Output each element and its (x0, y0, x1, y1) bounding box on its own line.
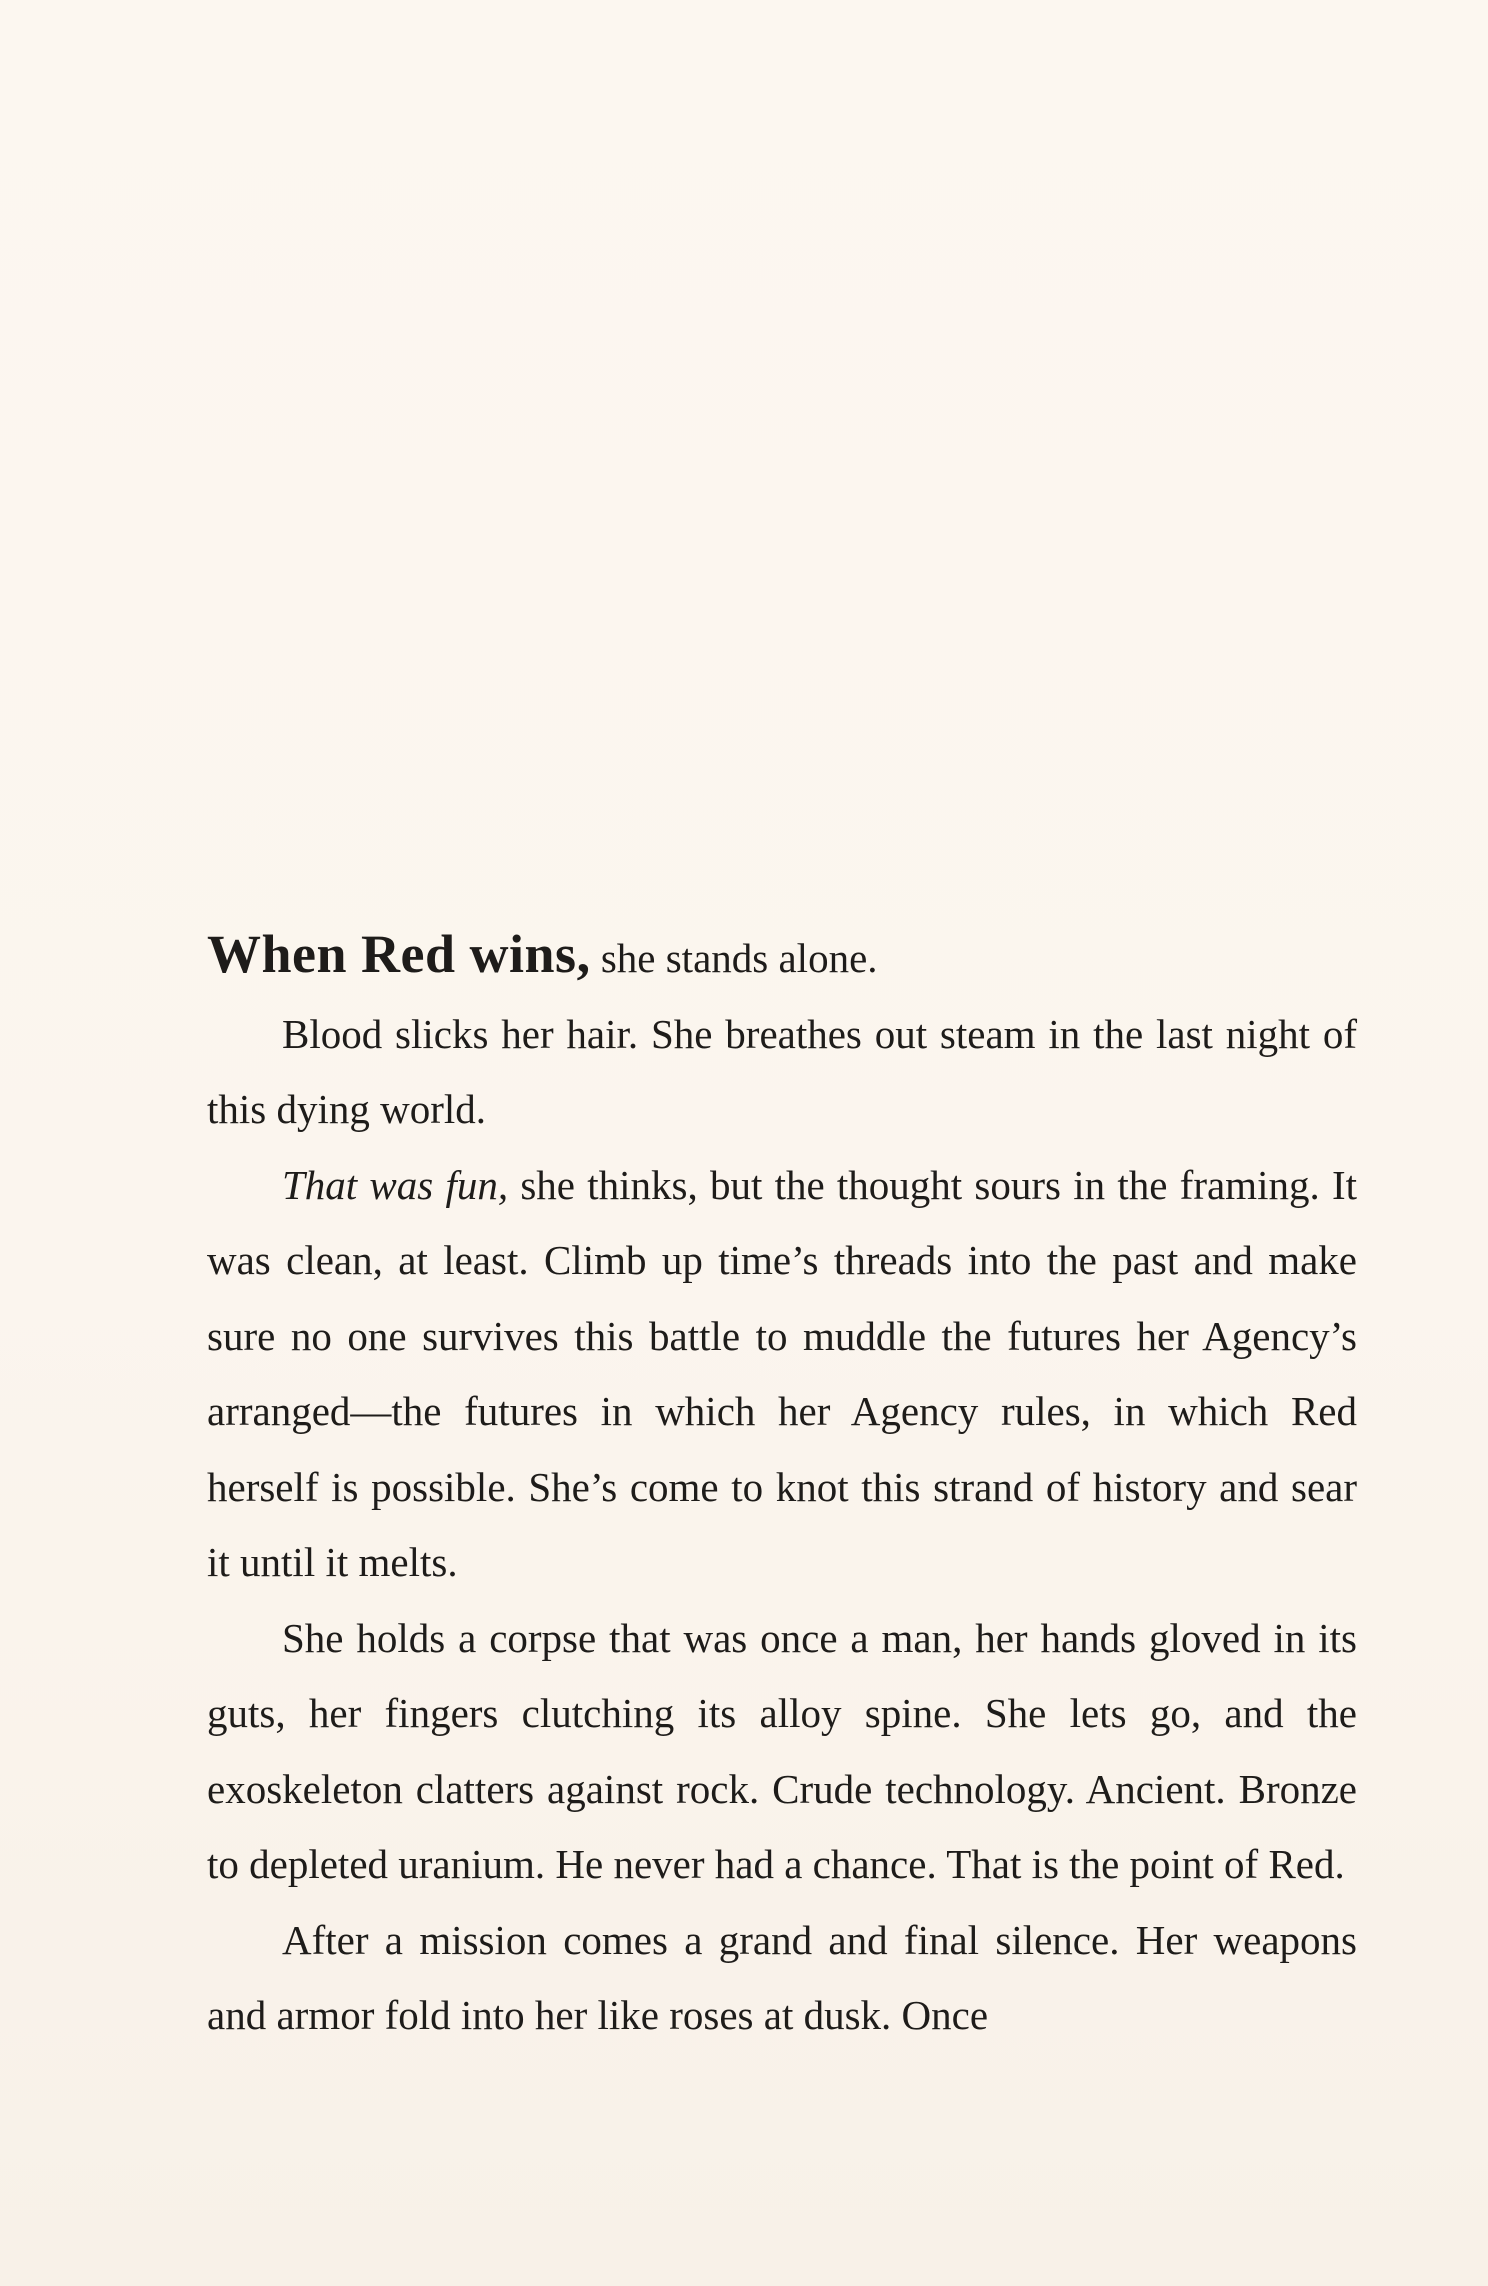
chapter-text (207, 917, 1357, 2054)
opening-sentence: she stands alone. (590, 935, 878, 981)
italic-thought: That was fun, (282, 1161, 509, 1208)
chapter-lead-in: When Red wins, (207, 924, 591, 984)
paragraph-3: She holds a corpse that was once a man, her hands gloved in its guts, her fingers clutching its alloy spine. She lets go, and the exoskeleton clatters against rock. Crude technology. Ancient. Bronze to depleted uranium. He never had a chance. That is the point of Red. (207, 1614, 1357, 1887)
opening-paragraph (207, 917, 1357, 997)
paragraph-2 (207, 1148, 1357, 1601)
paragraph-2-text: she thinks, but the thought sours in the framing. It was clean, at least. Climb up time’s threads into the past and make sure no one survives this battle to muddle the futures her Agency’s arranged—the futures in which her Agency rules, in which Red herself is possible. She’s come to knot this strand of history and sear it until it melts. (207, 1161, 1357, 1585)
paragraph-4: After a mission comes a grand and final silence. Her weapons and armor fold into her like roses at dusk. Once (207, 1916, 1357, 2038)
paragraph-1: Blood slicks her hair. She breathes out steam in the last night of this dying world. (207, 1010, 1357, 1132)
